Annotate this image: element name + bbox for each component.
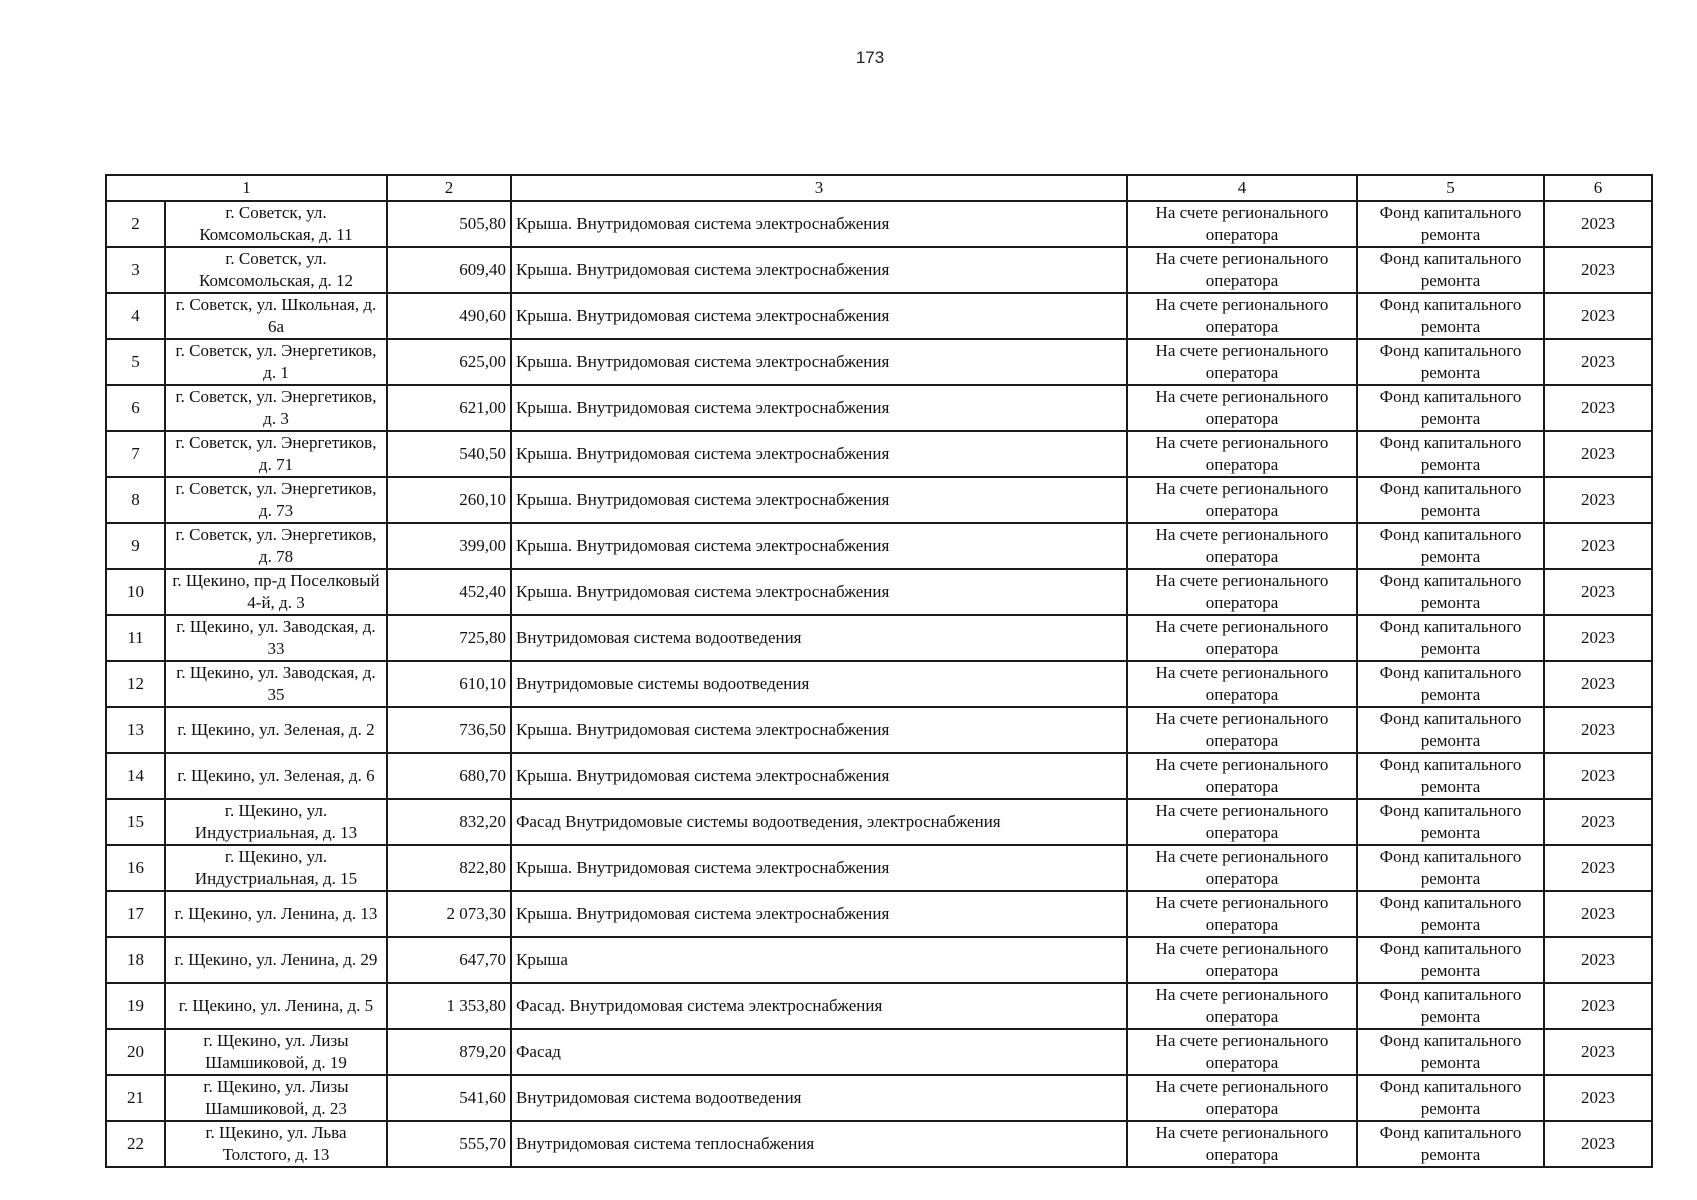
funding-source-cell: Фонд капитального ремонта: [1357, 1075, 1544, 1121]
area-cell: 610,10: [387, 661, 511, 707]
address-cell: г. Щекино, ул. Зеленая, д. 2: [165, 707, 387, 753]
address-cell: г. Советск, ул. Комсомольская, д. 11: [165, 201, 387, 247]
fund-account-cell: На счете регионального оператора: [1127, 339, 1357, 385]
row-number-cell: 6: [106, 385, 165, 431]
row-number-cell: 19: [106, 983, 165, 1029]
year-cell: 2023: [1544, 615, 1652, 661]
address-cell: г. Советск, ул. Энергетиков, д. 1: [165, 339, 387, 385]
funding-source-cell: Фонд капитального ремонта: [1357, 615, 1544, 661]
fund-account-cell: На счете регионального оператора: [1127, 937, 1357, 983]
work-type-cell: Крыша. Внутридомовая система электроснабжения: [511, 201, 1127, 247]
table-row: [106, 845, 1652, 891]
year-cell: 2023: [1544, 1121, 1652, 1167]
funding-source-cell: Фонд капитального ремонта: [1357, 845, 1544, 891]
row-number-cell: 5: [106, 339, 165, 385]
work-type-cell: Крыша. Внутридомовая система электроснабжения: [511, 247, 1127, 293]
table-row: [106, 385, 1652, 431]
address-cell: г. Щекино, ул. Индустриальная, д. 13: [165, 799, 387, 845]
funding-source-cell: Фонд капитального ремонта: [1357, 385, 1544, 431]
funding-source-cell: Фонд капитального ремонта: [1357, 661, 1544, 707]
funding-source-cell: Фонд капитального ремонта: [1357, 247, 1544, 293]
year-cell: 2023: [1544, 1075, 1652, 1121]
address-cell: г. Щекино, ул. Зеленая, д. 6: [165, 753, 387, 799]
work-type-cell: Крыша. Внутридомовая система электроснабжения: [511, 845, 1127, 891]
year-cell: 2023: [1544, 201, 1652, 247]
address-cell: г. Советск, ул. Энергетиков, д. 78: [165, 523, 387, 569]
work-type-cell: Крыша. Внутридомовая система электроснабжения: [511, 385, 1127, 431]
row-number-cell: 13: [106, 707, 165, 753]
area-cell: 879,20: [387, 1029, 511, 1075]
fund-account-cell: На счете регионального оператора: [1127, 615, 1357, 661]
funding-source-cell: Фонд капитального ремонта: [1357, 293, 1544, 339]
address-cell: г. Щекино, ул. Заводская, д. 33: [165, 615, 387, 661]
table-row: [106, 983, 1652, 1029]
table-row: [106, 615, 1652, 661]
table-row: [106, 1029, 1652, 1075]
table-row: [106, 569, 1652, 615]
row-number-cell: 8: [106, 477, 165, 523]
work-type-cell: Крыша. Внутридомовая система электроснабжения: [511, 431, 1127, 477]
funding-source-cell: Фонд капитального ремонта: [1357, 201, 1544, 247]
work-type-cell: Внутридомовая система теплоснабжения: [511, 1121, 1127, 1167]
funding-source-cell: Фонд капитального ремонта: [1357, 983, 1544, 1029]
area-cell: 725,80: [387, 615, 511, 661]
row-number-cell: 21: [106, 1075, 165, 1121]
address-cell: г. Щекино, ул. Лизы Шамшиковой, д. 23: [165, 1075, 387, 1121]
funding-source-cell: Фонд капитального ремонта: [1357, 799, 1544, 845]
year-cell: 2023: [1544, 845, 1652, 891]
work-type-cell: Внутридомовые системы водоотведения: [511, 661, 1127, 707]
table-row: [106, 891, 1652, 937]
funding-source-cell: Фонд капитального ремонта: [1357, 339, 1544, 385]
funding-source-cell: Фонд капитального ремонта: [1357, 753, 1544, 799]
address-cell: г. Советск, ул. Комсомольская, д. 12: [165, 247, 387, 293]
table-row: [106, 477, 1652, 523]
row-number-cell: 14: [106, 753, 165, 799]
header-cell-1: 1: [106, 175, 387, 201]
area-cell: 555,70: [387, 1121, 511, 1167]
header-row: [106, 175, 1652, 201]
row-number-cell: 2: [106, 201, 165, 247]
table-row: [106, 661, 1652, 707]
work-type-cell: Крыша. Внутридомовая система электроснабжения: [511, 891, 1127, 937]
work-type-cell: Фасад. Внутридомовая система электроснабжения: [511, 983, 1127, 1029]
area-cell: 680,70: [387, 753, 511, 799]
funding-source-cell: Фонд капитального ремонта: [1357, 431, 1544, 477]
row-number-cell: 3: [106, 247, 165, 293]
row-number-cell: 20: [106, 1029, 165, 1075]
area-cell: 452,40: [387, 569, 511, 615]
fund-account-cell: На счете регионального оператора: [1127, 247, 1357, 293]
table-body: [106, 175, 1652, 1167]
table-row: [106, 1121, 1652, 1167]
header-cell-5: 5: [1357, 175, 1544, 201]
header-cell-6: 6: [1544, 175, 1652, 201]
area-cell: 822,80: [387, 845, 511, 891]
work-type-cell: Крыша. Внутридомовая система электроснабжения: [511, 753, 1127, 799]
year-cell: 2023: [1544, 983, 1652, 1029]
year-cell: 2023: [1544, 385, 1652, 431]
table-row: [106, 753, 1652, 799]
fund-account-cell: На счете регионального оператора: [1127, 477, 1357, 523]
table-row: [106, 799, 1652, 845]
year-cell: 2023: [1544, 661, 1652, 707]
address-cell: г. Щекино, пр-д Поселковый 4-й, д. 3: [165, 569, 387, 615]
address-cell: г. Щекино, ул. Ленина, д. 5: [165, 983, 387, 1029]
work-type-cell: Фасад: [511, 1029, 1127, 1075]
table-row: [106, 1075, 1652, 1121]
year-cell: 2023: [1544, 569, 1652, 615]
area-cell: 625,00: [387, 339, 511, 385]
table-row: [106, 707, 1652, 753]
work-type-cell: Крыша. Внутридомовая система электроснабжения: [511, 339, 1127, 385]
work-type-cell: Крыша. Внутридомовая система электроснабжения: [511, 523, 1127, 569]
fund-account-cell: На счете регионального оператора: [1127, 1121, 1357, 1167]
area-cell: 260,10: [387, 477, 511, 523]
area-cell: 490,60: [387, 293, 511, 339]
address-cell: г. Советск, ул. Энергетиков, д. 71: [165, 431, 387, 477]
header-cell-3: 3: [511, 175, 1127, 201]
fund-account-cell: На счете регионального оператора: [1127, 431, 1357, 477]
row-number-cell: 7: [106, 431, 165, 477]
area-cell: 541,60: [387, 1075, 511, 1121]
area-cell: 609,40: [387, 247, 511, 293]
year-cell: 2023: [1544, 1029, 1652, 1075]
area-cell: 621,00: [387, 385, 511, 431]
fund-account-cell: На счете регионального оператора: [1127, 293, 1357, 339]
year-cell: 2023: [1544, 707, 1652, 753]
fund-account-cell: На счете регионального оператора: [1127, 569, 1357, 615]
table-row: [106, 339, 1652, 385]
header-cell-4: 4: [1127, 175, 1357, 201]
fund-account-cell: На счете регионального оператора: [1127, 983, 1357, 1029]
year-cell: 2023: [1544, 937, 1652, 983]
funding-source-cell: Фонд капитального ремонта: [1357, 1121, 1544, 1167]
header-cell-2: 2: [387, 175, 511, 201]
row-number-cell: 22: [106, 1121, 165, 1167]
year-cell: 2023: [1544, 431, 1652, 477]
work-type-cell: Фасад Внутридомовые системы водоотведения, электроснабжения: [511, 799, 1127, 845]
area-cell: 540,50: [387, 431, 511, 477]
table-row: [106, 523, 1652, 569]
address-cell: г. Щекино, ул. Лизы Шамшиковой, д. 19: [165, 1029, 387, 1075]
fund-account-cell: На счете регионального оператора: [1127, 385, 1357, 431]
area-cell: 2 073,30: [387, 891, 511, 937]
table-row: [106, 293, 1652, 339]
row-number-cell: 15: [106, 799, 165, 845]
area-cell: 1 353,80: [387, 983, 511, 1029]
year-cell: 2023: [1544, 477, 1652, 523]
row-number-cell: 11: [106, 615, 165, 661]
work-type-cell: Внутридомовая система водоотведения: [511, 1075, 1127, 1121]
fund-account-cell: На счете регионального оператора: [1127, 1075, 1357, 1121]
row-number-cell: 4: [106, 293, 165, 339]
table-row: [106, 937, 1652, 983]
year-cell: 2023: [1544, 339, 1652, 385]
row-number-cell: 9: [106, 523, 165, 569]
fund-account-cell: На счете регионального оператора: [1127, 753, 1357, 799]
year-cell: 2023: [1544, 799, 1652, 845]
year-cell: 2023: [1544, 247, 1652, 293]
row-number-cell: 17: [106, 891, 165, 937]
row-number-cell: 18: [106, 937, 165, 983]
area-cell: 832,20: [387, 799, 511, 845]
work-type-cell: Крыша. Внутридомовая система электроснабжения: [511, 293, 1127, 339]
fund-account-cell: На счете регионального оператора: [1127, 799, 1357, 845]
fund-account-cell: На счете регионального оператора: [1127, 201, 1357, 247]
fund-account-cell: На счете регионального оператора: [1127, 707, 1357, 753]
fund-account-cell: На счете регионального оператора: [1127, 891, 1357, 937]
work-type-cell: Крыша. Внутридомовая система электроснабжения: [511, 707, 1127, 753]
funding-source-cell: Фонд капитального ремонта: [1357, 523, 1544, 569]
year-cell: 2023: [1544, 891, 1652, 937]
address-cell: г. Советск, ул. Энергетиков, д. 3: [165, 385, 387, 431]
row-number-cell: 16: [106, 845, 165, 891]
funding-source-cell: Фонд капитального ремонта: [1357, 891, 1544, 937]
fund-account-cell: На счете регионального оператора: [1127, 845, 1357, 891]
address-cell: г. Щекино, ул. Заводская, д. 35: [165, 661, 387, 707]
year-cell: 2023: [1544, 293, 1652, 339]
address-cell: г. Щекино, ул. Ленина, д. 13: [165, 891, 387, 937]
table-row: [106, 201, 1652, 247]
table-row: [106, 247, 1652, 293]
page-number: 173: [855, 48, 885, 67]
address-cell: г. Советск, ул. Энергетиков, д. 73: [165, 477, 387, 523]
area-cell: 505,80: [387, 201, 511, 247]
work-type-cell: Крыша. Внутридомовая система электроснабжения: [511, 477, 1127, 523]
year-cell: 2023: [1544, 523, 1652, 569]
address-cell: г. Щекино, ул. Льва Толстого, д. 13: [165, 1121, 387, 1167]
capital-repair-table: [105, 174, 1653, 1168]
fund-account-cell: На счете регионального оператора: [1127, 1029, 1357, 1075]
work-type-cell: Крыша: [511, 937, 1127, 983]
area-cell: 399,00: [387, 523, 511, 569]
work-type-cell: Внутридомовая система водоотведения: [511, 615, 1127, 661]
address-cell: г. Щекино, ул. Индустриальная, д. 15: [165, 845, 387, 891]
address-cell: г. Щекино, ул. Ленина, д. 29: [165, 937, 387, 983]
area-cell: 647,70: [387, 937, 511, 983]
year-cell: 2023: [1544, 753, 1652, 799]
funding-source-cell: Фонд капитального ремонта: [1357, 707, 1544, 753]
table-row: [106, 431, 1652, 477]
area-cell: 736,50: [387, 707, 511, 753]
row-number-cell: 10: [106, 569, 165, 615]
row-number-cell: 12: [106, 661, 165, 707]
funding-source-cell: Фонд капитального ремонта: [1357, 569, 1544, 615]
funding-source-cell: Фонд капитального ремонта: [1357, 1029, 1544, 1075]
work-type-cell: Крыша. Внутридомовая система электроснабжения: [511, 569, 1127, 615]
fund-account-cell: На счете регионального оператора: [1127, 523, 1357, 569]
funding-source-cell: Фонд капитального ремонта: [1357, 477, 1544, 523]
fund-account-cell: На счете регионального оператора: [1127, 661, 1357, 707]
address-cell: г. Советск, ул. Школьная, д. 6а: [165, 293, 387, 339]
funding-source-cell: Фонд капитального ремонта: [1357, 937, 1544, 983]
